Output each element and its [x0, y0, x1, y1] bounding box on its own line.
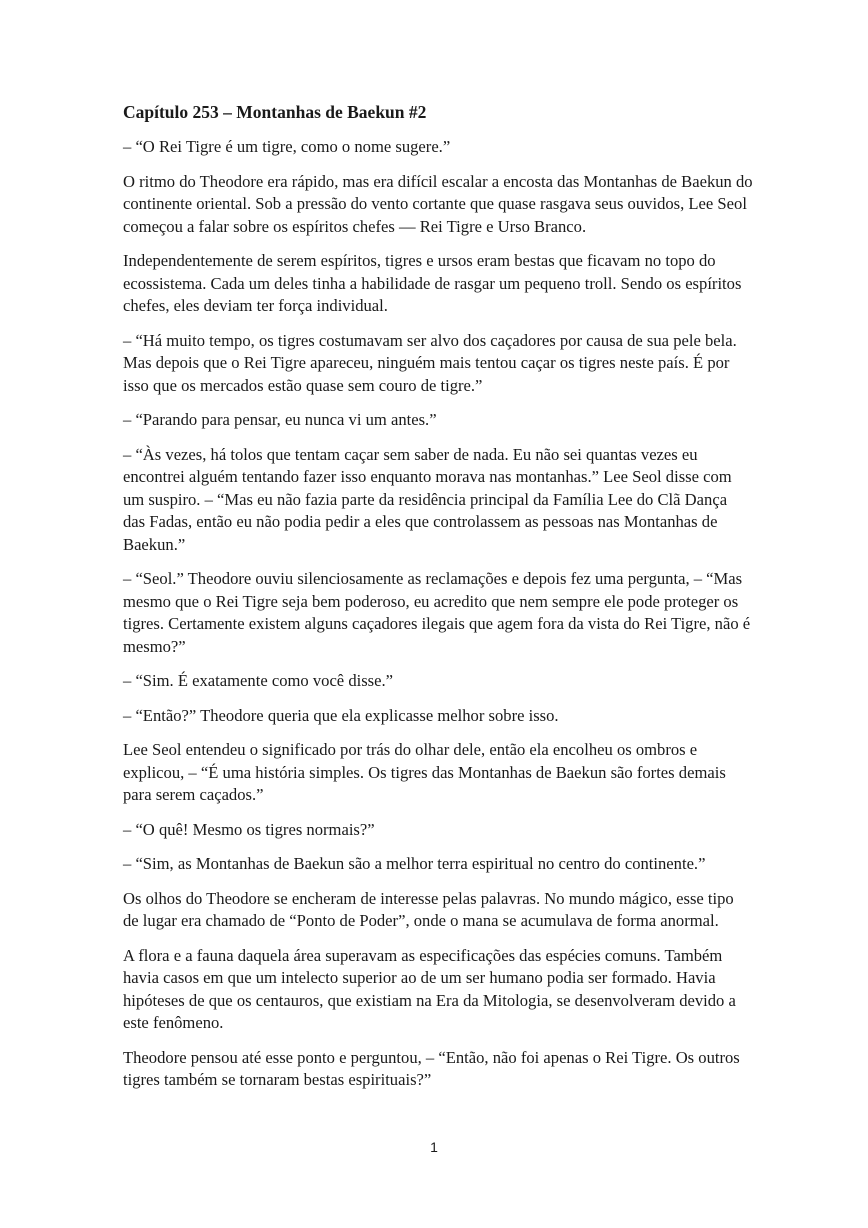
paragraph: – “Sim. É exatamente como você disse.” [123, 671, 394, 690]
paragraph: – “Então?” Theodore queria que ela explicasse melhor sobre isso. [123, 705, 559, 725]
paragraph: – “Seol.” Theodore ouviu silenciosamente as reclamações e depois fez uma pergunta, – “Mas mesmo que o Rei Tigre seja bem poderoso, eu acredito que nem sempre ele pode proteger os tigres. Certamente existem alguns caçadores ilegais que agem fora da vista do Rei Tigre, não é mesmo?” [123, 569, 751, 656]
document-body [123, 100, 753, 1104]
page-number: 1 [430, 1139, 438, 1155]
paragraph: – “O Rei Tigre é um tigre, como o nome sugere.” [123, 137, 451, 156]
paragraph: – “Parando para pensar, eu nunca vi um antes.” [123, 410, 437, 429]
paragraph: Lee Seol entendeu o significado por trás do olhar dele, então ela encolheu os ombros e explicou, – “É uma história simples. Os tigres das Montanhas de Baekun são fortes demais para serem caçados.” [123, 740, 726, 804]
paragraph: – “Há muito tempo, os tigres costumavam ser alvo dos caçadores por causa de sua pele bela. Mas depois que o Rei Tigre apareceu, ninguém mais tentou caçar os tigres neste país. É por isso que os mercados estão quase sem couro de tigre.” [123, 330, 737, 395]
paragraph: O ritmo do Theodore era rápido, mas era difícil escalar a encosta das Montanhas de Baekun do continente oriental. Sob a pressão do vento cortante que quase rasgava seus ouvidos, Lee Seol começou a falar sobre os espíritos chefes — Rei Tigre e Urso Branco. [123, 171, 753, 236]
paragraph: Independentemente de serem espíritos, tigres e ursos eram bestas que ficavam no topo do ecossistema. Cada um deles tinha a habilidade de rasgar um pequeno troll. Sendo os espíritos chefes, eles deviam ter força individual. [123, 251, 742, 315]
paragraph: Theodore pensou até esse ponto e perguntou, – “Então, não foi apenas o Rei Tigre. Os outros tigres também se tornaram bestas espirituais?” [123, 1047, 740, 1089]
paragraph: A flora e a fauna daquela área superavam as especificações das espécies comuns. Também havia casos em que um intelecto superior ao de um ser humano podia ser formado. Havia hipóteses de que os centauros, que existiam na Era da Mitologia, se desenvolveram devido a este fenômeno. [123, 945, 736, 1032]
chapter-title: Capítulo 253 – Montanhas de Baekun #2 [123, 102, 427, 122]
paragraph: – “Sim, as Montanhas de Baekun são a melhor terra espiritual no centro do continente.” [123, 854, 706, 873]
paragraph: – “O quê! Mesmo os tigres normais?” [123, 819, 375, 839]
paragraph: – “Às vezes, há tolos que tentam caçar sem saber de nada. Eu não sei quantas vezes eu encontrei alguém tentando fazer isso enquanto morava nas montanhas.” Lee Seol disse com um suspiro. – “Mas eu não fazia parte da residência principal da Família Lee do Clã Dança das Fadas, então eu não podia pedir a eles que controlassem as pessoas nas Montanhas de Baekun.” [123, 444, 732, 554]
paragraph: Os olhos do Theodore se encheram de interesse pelas palavras. No mundo mágico, esse tipo de lugar era chamado de “Ponto de Poder”, onde o mana se acumulava de forma anormal. [123, 888, 734, 930]
